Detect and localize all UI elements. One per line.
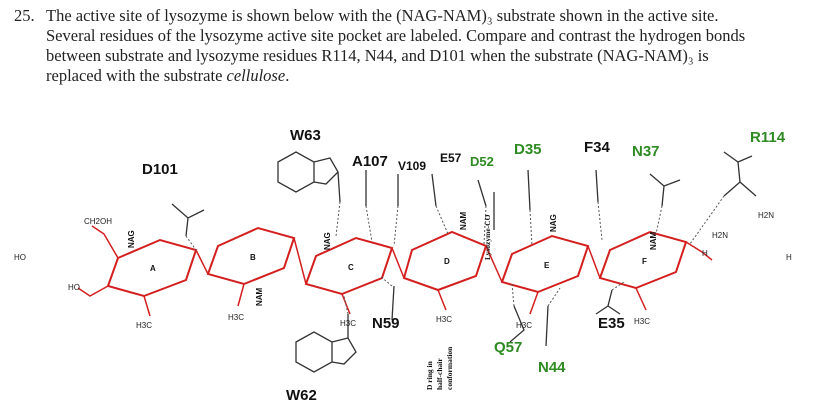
ring-letter-b: B	[250, 253, 256, 262]
svg-text:H3C: H3C	[634, 317, 651, 326]
hbond-f34	[598, 202, 602, 240]
question-body	[46, 6, 809, 86]
question-number: 25.	[14, 6, 35, 25]
cellulose-word: cellulose	[226, 66, 286, 85]
label-d35: D35	[514, 141, 542, 158]
w62-indole-ring	[296, 332, 356, 372]
question-line-2: Several residues of the lysozyme active site pocket are labeled. Compare and contrast the hydrogen bonds	[46, 26, 746, 45]
question-line-4	[46, 66, 809, 86]
label-n59: N59	[372, 315, 400, 332]
label-d101: D101	[142, 161, 178, 178]
svg-text:H3C: H3C	[228, 313, 245, 322]
question-line-3: between substrate and lysozyme residues R114, N44, and D101 when the substrate (NAG-NAM)₃ is	[46, 46, 709, 65]
glycosidic-bond-ef	[588, 246, 600, 278]
glycosidic-bond-cd	[392, 248, 404, 278]
substituent-a1	[92, 226, 118, 258]
svg-text:H: H	[786, 253, 792, 262]
d-ring-note-line-2: half-chair	[435, 358, 444, 390]
ring-letter-d: D	[444, 257, 450, 266]
sugar-name-2: NAM	[255, 287, 264, 306]
hbond-q57	[512, 284, 514, 306]
active-site-diagram	[0, 110, 818, 415]
label-f34: F34	[584, 139, 610, 156]
protein-sidechains	[172, 152, 756, 372]
svg-text:H3C: H3C	[340, 319, 357, 328]
hbond-n44	[548, 288, 560, 306]
d35-sidechain	[528, 170, 530, 210]
d52-sidechain	[478, 180, 486, 206]
svg-text:H3C: H3C	[436, 315, 453, 324]
substituent-f1	[636, 288, 646, 310]
hbond-e57	[436, 206, 448, 234]
d-ring-note-line-1: D ring in	[425, 361, 434, 390]
label-q57: Q57	[494, 339, 523, 356]
label-v109: V109	[398, 159, 427, 173]
label-e35: E35	[598, 315, 625, 332]
sugar-name-5: NAG	[549, 214, 558, 232]
f34-carbonyl	[596, 170, 598, 202]
sugar-name-4: NAM	[459, 211, 468, 230]
label-n37: N37	[632, 143, 660, 160]
lysozyme-active-site-figure	[0, 110, 818, 415]
svg-text:H2N: H2N	[758, 211, 775, 220]
n44-sidechain	[546, 306, 548, 346]
hbond-w63	[336, 202, 340, 236]
substituent-b1	[238, 284, 244, 306]
sugar-name-3: NAG	[323, 232, 332, 250]
ring-letter-a: A	[150, 264, 156, 273]
label-d52: D52	[470, 154, 494, 169]
label-n44: N44	[538, 359, 566, 376]
svg-text:H3C: H3C	[136, 321, 153, 330]
sugar-name-1: NAG	[127, 230, 136, 248]
ring-letter-c: C	[348, 263, 354, 272]
svg-text:H3C: H3C	[516, 321, 533, 330]
hbond-v109	[394, 206, 398, 246]
ring-letter-f: F	[642, 257, 647, 266]
substituent-a2	[144, 296, 150, 316]
hbond-n59	[380, 276, 392, 286]
sugar-name-6: NAM	[649, 231, 658, 250]
hbond-d35	[530, 210, 532, 246]
terminal-bond-right	[686, 242, 712, 260]
n37-sidechain	[650, 174, 680, 206]
w63-indole-ring	[278, 152, 338, 192]
label-e57: E57	[440, 151, 462, 165]
lysozyme-label: Lysozyme-CO	[483, 214, 492, 260]
terminal-bond-left	[78, 286, 108, 296]
d101-sidechain	[172, 204, 204, 236]
hbond-n37	[656, 206, 662, 234]
w63-link	[338, 172, 340, 202]
svg-text:H2N: H2N	[712, 231, 729, 240]
question-text	[14, 6, 809, 86]
label-w63: W63	[290, 127, 321, 144]
glycosidic-bond-bc	[294, 238, 306, 284]
label-r114: R114	[750, 129, 786, 146]
e35-sidechain	[596, 290, 620, 314]
svg-text:CH2OH: CH2OH	[84, 217, 113, 226]
label-a107: A107	[352, 153, 388, 170]
hydrogen-bonds	[186, 196, 724, 314]
substituent-d1	[438, 290, 446, 310]
ring-letter-e: E	[544, 261, 550, 270]
substituent-e1	[530, 292, 538, 314]
r114-guanidinium	[724, 152, 756, 196]
svg-text:HO: HO	[14, 253, 26, 262]
question-line-4-prefix: replaced with the substrate	[46, 66, 227, 85]
svg-text:HO: HO	[68, 283, 80, 292]
label-w62: W62	[286, 387, 317, 404]
e57-sidechain	[432, 174, 436, 206]
question-line-1: The active site of lysozyme is shown below with the (NAG-NAM)₃ substrate shown in the active site.	[46, 6, 719, 25]
glycosidic-bond-ab	[196, 250, 208, 274]
svg-text:H: H	[702, 249, 708, 258]
substituent-c1	[342, 294, 350, 314]
d-ring-note-line-3: conformation	[445, 346, 454, 390]
question-line-4-suffix: .	[285, 66, 290, 85]
hbond-a107	[366, 206, 372, 242]
